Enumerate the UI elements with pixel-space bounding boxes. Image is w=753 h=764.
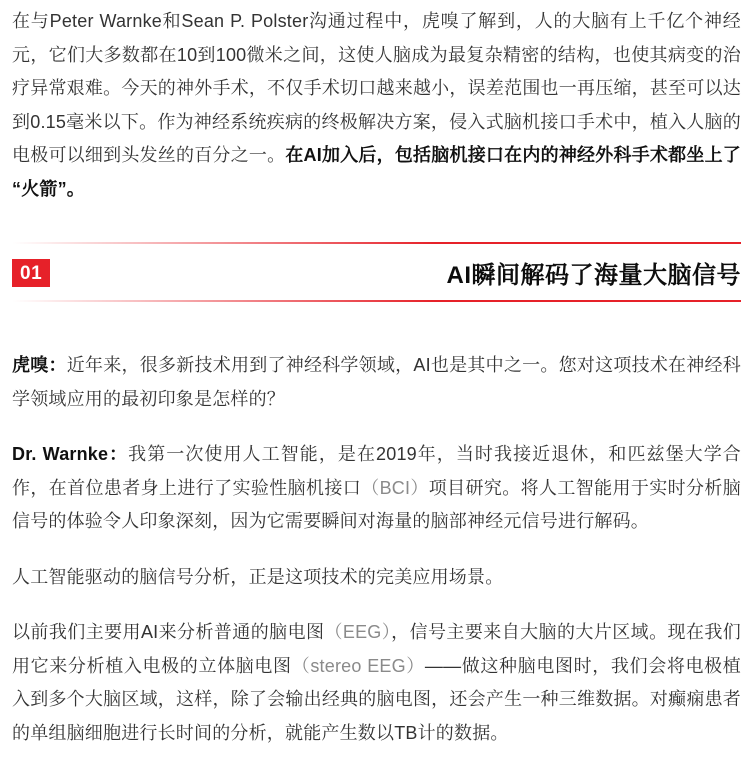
section-header-row <box>12 244 741 300</box>
text-segment: （BCI） <box>361 477 429 498</box>
intro-paragraph <box>12 5 741 206</box>
qa-paragraph <box>12 438 741 539</box>
text-segment: 在AI加入后，包括脑机接口在内的神经外科手术都坐上了“火箭”。 <box>12 145 742 199</box>
qa-paragraph <box>12 349 741 416</box>
text-segment: ，信号主要来自大脑的大片区域。现在我们用它来分析植入电极的立体脑电图 <box>12 622 741 676</box>
text-segment: 人工智能驱动的脑信号分析，正是这项技术的完美应用场景。 <box>12 566 504 587</box>
qa-paragraph <box>12 561 741 595</box>
qa-paragraph <box>12 616 741 750</box>
section-divider <box>12 242 741 302</box>
text-segment: ——做这种脑电图时，我们会将电极植入到多个大脑区域，这样，除了会输出经典的脑电图，还会产生一种三维数据。对癫痫患者的单组脑细胞进行长时间的分析，就能产生数以TB计的数据。 <box>12 655 741 743</box>
intro-paragraph-container <box>12 5 741 206</box>
qa-container <box>12 349 741 750</box>
section-title: AI瞬间解码了海量大脑信号 <box>446 262 741 289</box>
speaker-label: 虎嗅： <box>12 355 67 375</box>
text-segment: 以前我们主要用AI来分析普通的脑电图 <box>12 622 325 642</box>
speaker-label: Dr. Warnke： <box>12 444 129 464</box>
section-number-badge: 01 <box>12 259 50 287</box>
text-segment: 近年来，很多新技术用到了神经科学领域，AI也是其中之一。您对这项技术在神经科学领域应用的最初印象是怎样的？ <box>12 355 741 409</box>
text-segment: 在与Peter Warnke和Sean P. Polster沟通过程中，虎嗅了解到，人的大脑有上千亿个神经元，它们大多数都在10到100微米之间，这使人脑成为最复杂精密的结构，也使其病变的治疗异常艰难。今天的神外手术，不仅手术切口越来越小，误差范围也一再压缩，甚至可以达到0.15毫米以下。作为神经系统疾病的终极解决方案，侵入式脑机接口手术中，植入人脑的电极可以细到头发丝的百分之一。 <box>12 11 741 165</box>
text-segment: （stereo EEG） <box>291 655 425 676</box>
text-segment: （EEG） <box>324 622 392 642</box>
divider-line-bottom <box>12 300 741 302</box>
text-segment: 项目研究。将人工智能用于实时分析脑信号的体验令人印象深刻，因为它需要瞬间对海量的脑部神经元信号进行解码。 <box>12 477 741 531</box>
text-segment: 我第一次使用人工智能，是在2019年，当时我接近退休，和匹兹堡大学合作，在首位患者身上进行了实验性脑机接口 <box>12 444 741 498</box>
